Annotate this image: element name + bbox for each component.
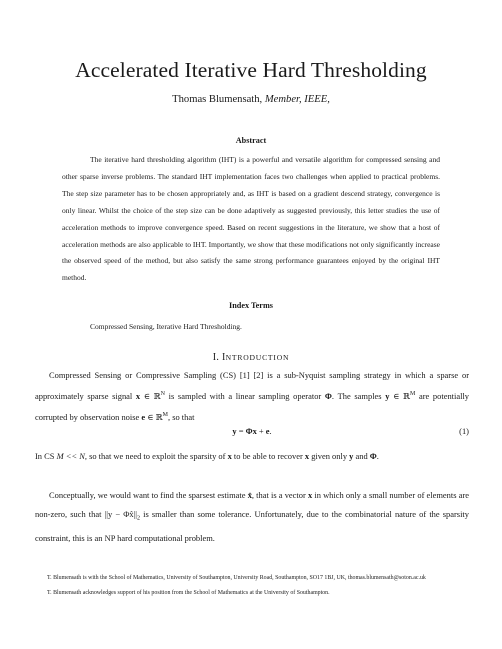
- p1-text-4: are potentially corrupted by observation noise: [35, 391, 470, 423]
- p1-dot: .: [331, 391, 334, 402]
- norm-expression: ||y − Φx̂||: [104, 509, 137, 520]
- author-line: [0, 94, 502, 105]
- footnotes: [35, 573, 469, 600]
- symbol-M: M: [410, 391, 416, 398]
- section-name-rest: NTRODUCTION: [225, 353, 290, 362]
- p2-text-4: given only: [311, 451, 348, 461]
- symbol-x-hat: x̂: [247, 490, 252, 500]
- p2-dot: .: [376, 451, 379, 461]
- equation-body: [35, 426, 469, 436]
- p1-text-5: , so that: [167, 412, 195, 423]
- p2-symbol-phi: Φ: [369, 451, 377, 461]
- footnote-2: T. Blumensath acknowledges support of his position from the School of Mathematics at the University of Southampton.: [47, 589, 330, 596]
- p1-text-3: The samples: [337, 391, 382, 402]
- abstract-heading: Abstract: [235, 136, 267, 145]
- paragraph-2: [35, 447, 469, 466]
- p2-condition: M << N: [56, 451, 85, 461]
- paragraph-1: [35, 366, 469, 427]
- abstract-text: The iterative hard thresholding algorithm (IHT) is a powerful and versatile algorithm for compressed sensing and other sparse inverse problems. The standard IHT implementation faces two challenges when applied to practical problems. The step size parameter has to be chosen appropriately and, as IHT is based on a gradient descend strategy, convergence is only linear. Whilst the choice of the step size can be done adaptively as suggested previously, this letter studies the use of acceleration methods to improve convergence speed. Based on recent suggestions in the literature, we show that a host of acceleration methods are also applicable to IHT. Importantly, we show that these modifications not only significantly increase the observed speed of the method, but also satisfy the same strong performance guarantees enjoyed by the original IHT method.: [62, 155, 440, 283]
- abstract-body: [62, 152, 440, 287]
- symbol-e: e: [141, 412, 146, 423]
- section-name-initial: I: [221, 352, 226, 363]
- p2-text-1: In CS: [35, 451, 55, 461]
- symbol-in-reals: ∈ ℝ: [143, 391, 161, 402]
- author-role: Member, IEEE,: [264, 94, 330, 105]
- section-heading: [0, 352, 502, 363]
- paper-title: Accelerated Iterative Hard Thresholding: [75, 58, 427, 82]
- author-name: Thomas Blumensath,: [172, 94, 263, 105]
- p2-symbol-y: y: [349, 451, 354, 461]
- p2-text-2: , so that we need to exploit the sparsity of: [84, 451, 226, 461]
- section-numeral: I.: [212, 352, 220, 363]
- eq-x: x: [252, 426, 257, 436]
- p3-symbol-x: x: [307, 490, 313, 500]
- p3-text-3: in which only a small number of elements are non-zero, such that: [35, 490, 469, 520]
- p3-text-4: is smaller than some tolerance. Unfortunately, due to the combinatorial nature of the sparsity constraint, this is an NP hard computational problem.: [35, 509, 470, 544]
- eq-end: .: [269, 426, 272, 436]
- norm-subscript: 2: [136, 515, 140, 522]
- eq-y: y: [232, 426, 237, 436]
- eq-equals: =: [236, 426, 246, 436]
- symbol-in-reals-2: ∈ ℝ: [393, 391, 410, 402]
- eq-phi: Φ: [245, 426, 253, 436]
- equation-1: [35, 424, 469, 443]
- symbol-y: y: [385, 391, 390, 402]
- p3-text-1: Conceptually, we would want to find the sparsest estimate: [49, 490, 246, 500]
- symbol-phi: Φ: [324, 391, 332, 402]
- p3-text-2: , that is a vector: [251, 490, 306, 500]
- p2-and: and: [355, 451, 368, 461]
- symbol-M-2: M: [162, 412, 168, 419]
- footnote-1: T. Blumensath is with the School of Mathematics, University of Southampton, University Road, Southampton, SO17 1BJ, UK, thomas.blumensath@soton.ac.uk: [47, 575, 426, 581]
- index-terms-heading: Index Terms: [229, 301, 273, 310]
- p2-text-3: to be able to recover: [233, 451, 303, 461]
- symbol-x: x: [135, 391, 141, 402]
- symbol-N: N: [160, 391, 166, 398]
- p1-text-2: is sampled with a linear sampling operator: [168, 391, 322, 402]
- p2-symbol-x-2: x: [304, 451, 310, 461]
- eq-e: e: [265, 426, 270, 436]
- eq-plus: +: [256, 426, 266, 436]
- p1-text-1: Compressed Sensing or Compressive Sampling (CS) [1] [2] is a sub-Nyquist sampling strategy in which a sparse or approximately sparse signal: [35, 370, 469, 402]
- equation-number: (1): [459, 426, 469, 436]
- index-terms-text: Compressed Sensing, Iterative Hard Thresholding.: [90, 322, 242, 331]
- paragraph-3: [35, 486, 469, 548]
- p2-symbol-x: x: [227, 451, 232, 461]
- symbol-in-reals-3: ∈ ℝ: [147, 412, 163, 423]
